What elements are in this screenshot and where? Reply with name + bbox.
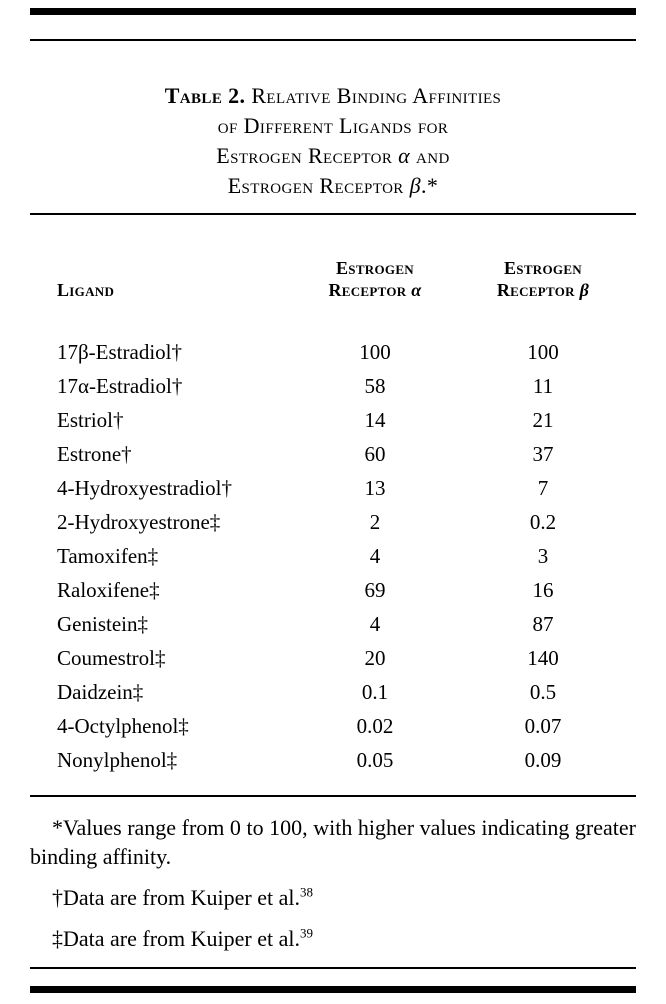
ligand-cell: Daidzein‡ xyxy=(57,679,144,704)
column-header-er-alpha: Estrogen Receptor α xyxy=(328,258,422,300)
table-number-label: Table 2. xyxy=(164,83,252,108)
ligand-cell: 17β-Estradiol† xyxy=(57,339,182,364)
table-row xyxy=(30,403,636,437)
ligand-cell: Nonylphenol‡ xyxy=(57,747,178,772)
ligand-cell: 4-Octylphenol‡ xyxy=(57,713,189,738)
ligand-cell: 2-Hydroxyestrone‡ xyxy=(57,509,221,534)
ligand-cell: Estriol† xyxy=(57,407,124,432)
ligand-cell: Estrone† xyxy=(57,441,132,466)
ligand-cell: Raloxifene‡ xyxy=(57,577,160,602)
table-row xyxy=(30,573,636,607)
footnote-star: *Values range from 0 to 100, with higher values indicating greater binding affinity. xyxy=(30,815,636,869)
ligand-cell: 4-Hydroxyestradiol† xyxy=(57,475,232,500)
title-line-3: Estrogen Receptor α and xyxy=(216,143,450,168)
er-alpha-value: 14 xyxy=(364,407,386,432)
alpha-symbol: α xyxy=(398,143,411,168)
title-line-2: of Different Ligands for xyxy=(217,113,449,138)
footnote-separator-rule xyxy=(30,795,636,797)
er-beta-value: 16 xyxy=(532,577,554,602)
er-alpha-value: 4 xyxy=(369,611,381,636)
table-row xyxy=(30,743,636,777)
er-beta-value: 37 xyxy=(532,441,554,466)
er-alpha-value: 0.02 xyxy=(356,713,394,738)
table-row xyxy=(30,437,636,471)
top-thin-rule xyxy=(30,39,636,41)
er-alpha-value: 58 xyxy=(364,373,386,398)
er-beta-value: 0.5 xyxy=(529,679,557,704)
reference-superscript: 38 xyxy=(300,884,313,900)
er-alpha-value: 0.05 xyxy=(356,747,394,772)
er-alpha-value: 69 xyxy=(364,577,386,602)
er-beta-value: 3 xyxy=(537,543,549,568)
table-row xyxy=(30,539,636,573)
er-alpha-value: 0.1 xyxy=(361,679,389,704)
top-thick-rule xyxy=(30,8,636,15)
table-body xyxy=(30,335,636,777)
table-row xyxy=(30,675,636,709)
er-beta-value: 140 xyxy=(527,645,559,670)
table-row xyxy=(30,335,636,369)
ligand-cell: Coumestrol‡ xyxy=(57,645,166,670)
er-beta-value: 0.2 xyxy=(529,509,557,534)
footnote-dagger: †Data are from Kuiper et al.$^{38}$ xyxy=(52,884,313,910)
er-beta-value: 0.09 xyxy=(524,747,562,772)
table-title xyxy=(0,81,666,201)
beta-symbol: β xyxy=(579,280,590,300)
er-alpha-value: 13 xyxy=(364,475,386,500)
er-beta-value: 87 xyxy=(532,611,554,636)
table-row xyxy=(30,369,636,403)
table-row xyxy=(30,607,636,641)
er-alpha-value: 20 xyxy=(364,645,386,670)
er-beta-value: 0.07 xyxy=(524,713,562,738)
title-separator-rule xyxy=(30,213,636,215)
column-header-ligand: Ligand xyxy=(57,280,115,300)
footnote-double-dagger: ‡Data are from Kuiper et al.$^{39}$ xyxy=(52,925,313,951)
footnotes xyxy=(30,813,636,953)
reference-superscript: 39 xyxy=(300,925,313,941)
bottom-thin-rule xyxy=(30,967,636,969)
table-row xyxy=(30,709,636,743)
er-beta-value: 7 xyxy=(537,475,549,500)
er-alpha-value: 2 xyxy=(369,509,381,534)
ligand-cell: Genistein‡ xyxy=(57,611,148,636)
er-alpha-value: 100 xyxy=(359,339,391,364)
table-row xyxy=(30,505,636,539)
table-row xyxy=(30,471,636,505)
ligand-cell: Tamoxifen‡ xyxy=(57,543,159,568)
title-line-1: Table 2. Relative Binding Affinities xyxy=(164,83,502,108)
er-alpha-value: 60 xyxy=(364,441,386,466)
er-beta-value: 11 xyxy=(532,373,554,398)
er-beta-value: 100 xyxy=(527,339,559,364)
ligand-cell: 17α-Estradiol† xyxy=(57,373,183,398)
beta-symbol: β xyxy=(409,173,421,198)
bottom-thick-rule xyxy=(30,986,636,993)
er-alpha-value: 4 xyxy=(369,543,381,568)
alpha-symbol: α xyxy=(411,280,422,300)
title-line-4: Estrogen Receptor β.* xyxy=(227,173,439,198)
column-header-er-beta: Estrogen Receptor β xyxy=(496,258,590,300)
er-beta-value: 21 xyxy=(532,407,554,432)
column-header-row xyxy=(30,257,636,301)
table-row xyxy=(30,641,636,675)
